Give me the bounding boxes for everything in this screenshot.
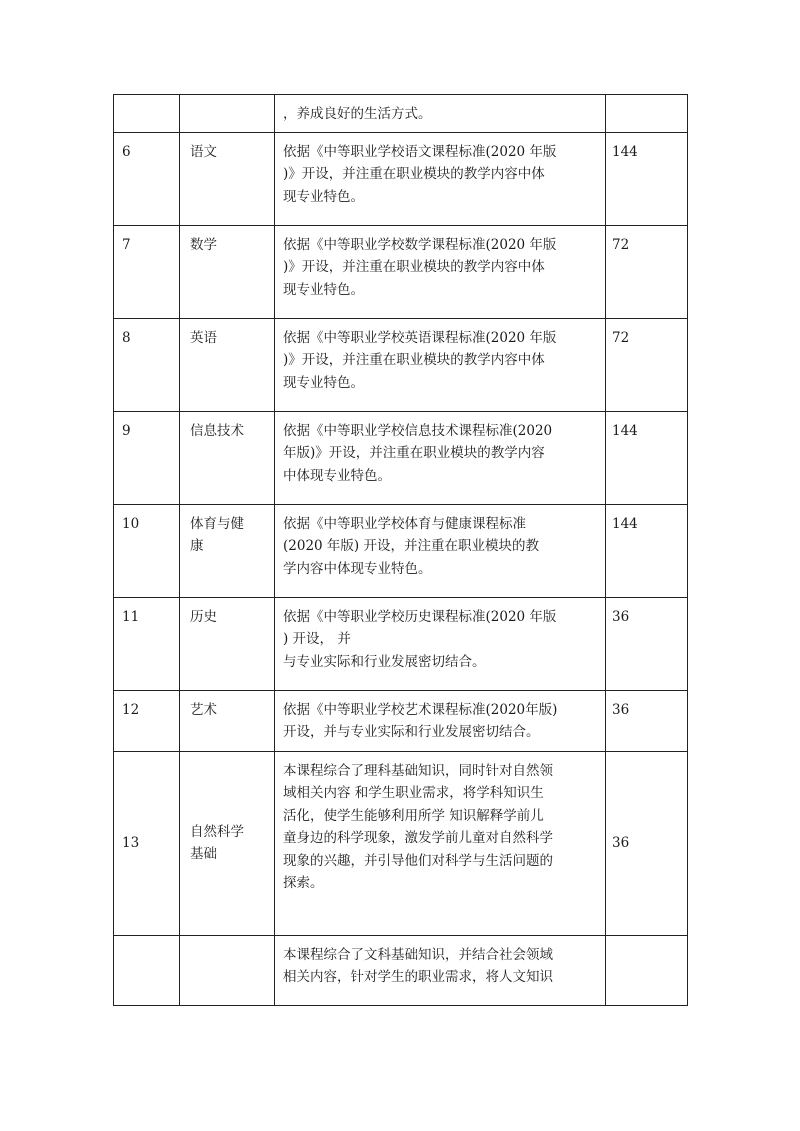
course-number-cell (114, 935, 180, 1005)
course-number: 6 (122, 143, 131, 160)
course-description-cell (275, 690, 606, 751)
course-description-line: 学内容中体现专业特色。 (283, 560, 432, 577)
course-number: 7 (122, 236, 131, 253)
course-row (114, 95, 688, 133)
course-hours: 36 (612, 701, 630, 718)
course-hours-cell (606, 411, 688, 504)
course-description-line: (2020 年版) 开设，并注重在职业模块的教 (283, 538, 539, 554)
course-description-line: )》开设，并注重在职业模块的教学内容中体 (283, 166, 545, 182)
course-description-line: 中体现专业特色。 (283, 467, 391, 484)
course-name-cell (180, 95, 275, 133)
course-description-line: 依据《中等职业学校语文课程标准(2020 年版 (283, 143, 557, 160)
course-name-line: 历史 (190, 608, 217, 625)
course-name-line: 语文 (190, 143, 217, 160)
course-description-line: 依据《中等职业学校体育与健康课程标准 (283, 515, 526, 532)
course-name-cell (180, 935, 275, 1005)
course-description-cell (275, 95, 606, 133)
course-name-cell (180, 411, 275, 504)
course-description-line: 探索。 (283, 875, 324, 891)
course-number-cell (114, 751, 180, 935)
course-number: 12 (122, 701, 140, 718)
course-hours: 144 (612, 143, 638, 160)
course-description-cell (275, 597, 606, 690)
course-name-cell (180, 597, 275, 690)
course-number-cell (114, 690, 180, 751)
curriculum-table (113, 94, 688, 1006)
course-description-cell (275, 411, 606, 504)
course-hours-cell (606, 504, 688, 597)
course-description-line: 现象的兴趣，并引导他们对科学与生活问题的 (283, 852, 553, 869)
course-description-line: 与专业实际和行业发展密切结合。 (283, 653, 486, 670)
curriculum-table-body (114, 95, 688, 1006)
course-name-line: 康 (190, 538, 204, 554)
course-hours-cell (606, 132, 688, 225)
course-hours-cell (606, 690, 688, 751)
course-description-line: 现专业特色。 (283, 281, 364, 298)
course-name-line: 体育与健 (190, 515, 244, 532)
course-row (114, 751, 688, 935)
course-hours: 36 (612, 608, 630, 625)
course-row (114, 597, 688, 690)
course-description-line: 依据《中等职业学校英语课程标准(2020 年版 (283, 329, 557, 346)
course-description-line: 依据《中等职业学校艺术课程标准(2020年版) (283, 701, 558, 718)
course-name-cell (180, 225, 275, 318)
course-name-cell (180, 751, 275, 935)
course-row (114, 935, 688, 1005)
course-description-line: ) 开设， 并 (283, 631, 351, 647)
course-description-line: 相关内容，针对学生的职业需求，将人文知识 (283, 969, 553, 985)
course-name-line: 数学 (190, 236, 217, 253)
course-row (114, 318, 688, 411)
course-name-line: 艺术 (190, 701, 217, 718)
course-number: 11 (122, 608, 140, 625)
course-description-line: 依据《中等职业学校历史课程标准(2020 年版 (283, 608, 557, 625)
course-description-cell (275, 318, 606, 411)
course-number-cell (114, 225, 180, 318)
course-hours-cell (606, 751, 688, 935)
course-description-line: )》开设，并注重在职业模块的教学内容中体 (283, 259, 545, 275)
course-hours: 144 (612, 515, 638, 532)
course-name-cell (180, 132, 275, 225)
course-description-line: 现专业特色。 (283, 188, 364, 205)
course-description-line: )》开设，并注重在职业模块的教学内容中体 (283, 352, 545, 368)
course-hours: 72 (612, 329, 630, 346)
course-description-line: 童身边的科学现象，激发学前儿童对自然科学 (283, 830, 553, 846)
course-description-line: ，养成良好的生活方式。 (283, 106, 432, 122)
course-description-cell (275, 504, 606, 597)
course-row (114, 225, 688, 318)
course-description-line: 现专业特色。 (283, 374, 364, 391)
course-number: 13 (122, 834, 140, 851)
course-number: 9 (122, 422, 131, 439)
course-description-line: 依据《中等职业学校信息技术课程标准(2020 (283, 422, 553, 439)
course-number-cell (114, 504, 180, 597)
course-description-cell (275, 751, 606, 935)
course-hours: 72 (612, 236, 630, 253)
course-description-cell (275, 935, 606, 1005)
course-description-line: 开设，并与专业实际和行业发展密切结合。 (283, 724, 540, 740)
course-row (114, 132, 688, 225)
course-description-line: 域相关内容 和学生职业需求，将学科知识生 (283, 785, 544, 801)
course-name-line: 信息技术 (190, 422, 244, 439)
course-hours-cell (606, 935, 688, 1005)
course-description-line: 本课程综合了理科基础知识，同时针对自然领 (283, 762, 553, 779)
course-hours-cell (606, 225, 688, 318)
course-number-cell (114, 411, 180, 504)
course-row (114, 690, 688, 751)
course-description-line: 活化，使学生能够利用所学 知识解释学前儿 (283, 807, 544, 824)
course-description-cell (275, 132, 606, 225)
course-hours-cell (606, 318, 688, 411)
course-row (114, 411, 688, 504)
course-number: 8 (122, 329, 131, 346)
course-name-line: 自然科学 (190, 823, 244, 840)
course-number-cell (114, 132, 180, 225)
course-name-line: 基础 (190, 846, 217, 862)
course-number-cell (114, 318, 180, 411)
course-name-cell (180, 318, 275, 411)
course-hours: 36 (612, 834, 630, 851)
course-number: 10 (122, 515, 140, 532)
course-description-line: 依据《中等职业学校数学课程标准(2020 年版 (283, 236, 557, 253)
course-description-line: 本课程综合了文科基础知识，并结合社会领域 (283, 946, 553, 963)
course-name-line: 英语 (190, 329, 217, 346)
course-row (114, 504, 688, 597)
course-number-cell (114, 95, 180, 133)
course-hours-cell (606, 597, 688, 690)
course-name-cell (180, 504, 275, 597)
course-hours: 144 (612, 422, 638, 439)
course-description-line: 年版)》开设，并注重在职业模块的教学内容 (283, 445, 545, 461)
course-description-cell (275, 225, 606, 318)
course-name-cell (180, 690, 275, 751)
course-number-cell (114, 597, 180, 690)
course-hours-cell (606, 95, 688, 133)
